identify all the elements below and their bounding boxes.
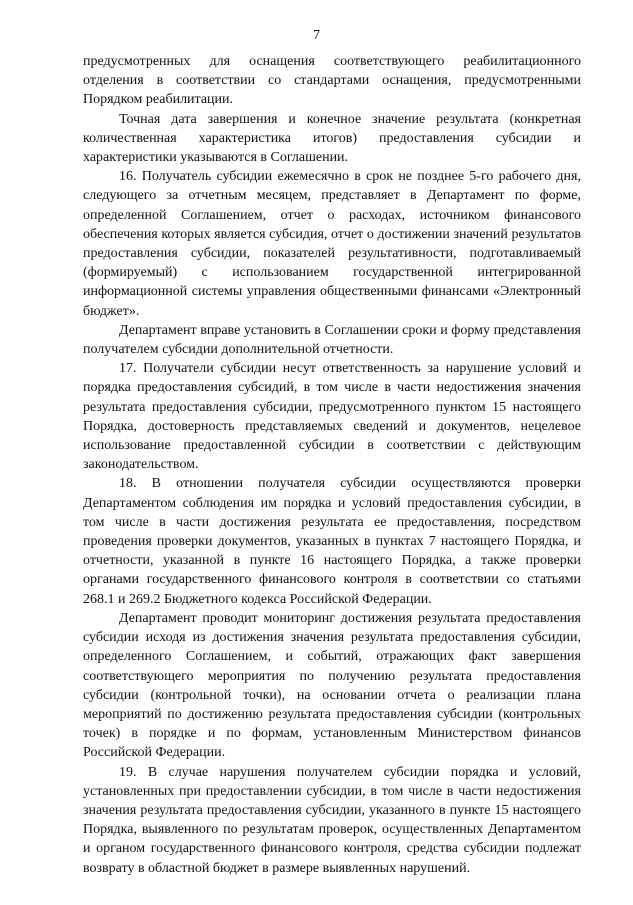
paragraph-additional-reporting: Департамент вправе установить в Соглашении сроки и форму представления получателем субсидии дополнительной отчетности.: [83, 322, 581, 358]
paragraph-monitoring: Департамент проводит мониторинг достижения результата предоставления субсидии исходя из достижения значения результата предоставления субсидии, определенного Соглашением, и событий, отражающих факт завершения соответствующего мероприятия по получению результата предоставления субсидии (контрольной точки), на основании отчета о реализации плана мероприятий по достижению результата предоставления субсидии (контрольных точек) в порядке и по формам, установленным Министерством финансов Российской Федерации.: [83, 610, 581, 761]
document-body: [83, 52, 581, 878]
paragraph-17: 17. Получатели субсидии несут ответственность за нарушение условий и порядка предоставления субсидий, в том числе в части недостижения значения результата предоставления субсидии, предусмотренного пунктом 15 настоящего Порядка, достоверность представляемых сведений и документов, нецелевое использование предоставленной субсидии в соответствии с действующим законодательством.: [83, 361, 581, 473]
paragraph-result-date: Точная дата завершения и конечное значение результата (конкретная количественная характеристика итогов) предоставления субсидии и характеристики указываются в Соглашении.: [83, 111, 581, 166]
paragraph-19: 19. В случае нарушения получателем субсидии порядка и условий, установленных при предоставлении субсидии, в том числе в части недостижения значения результата предоставления субсидии, указанного в пункте 15 настоящего Порядка, выявленного по результатам проверок, осуществленных Департаментом и органом государственного финансового контроля, средства субсидии подлежат возврату в областной бюджет в размере выявленных нарушений.: [83, 764, 581, 876]
paragraph-18: 18. В отношении получателя субсидии осуществляются проверки Департаментом соблюдения им порядка и условий предоставления субсидии, в том числе в части достижения результата ее предоставления, посредством проведения проверки документов, указанных в пунктах 7 настоящего Порядка, и отчетности, указанной в пункте 16 настоящего Порядка, а также проверки органами государственного финансового контроля в соответствии со статьями 268.1 и 269.2 Бюджетного кодекса Российской Федерации.: [83, 476, 581, 607]
paragraph-continuation: предусмотренных для оснащения соответствующего реабилитационного отделения в соответствии со стандартами оснащения, предусмотренными Порядком реабилитации.: [83, 54, 581, 108]
page-number: 7: [313, 28, 320, 43]
paragraph-16: 16. Получатель субсидии ежемесячно в срок не позднее 5-го рабочего дня, следующего за отчетным месяцем, представляет в Департамент по форме, определенной Соглашением, отчет о расходах, источником финансового обеспечения которых является субсидия, отчет о достижении значений результатов предоставления субсидии, показателей результативности, подготавливаемый (формируемый) с использованием государственной интегрированной информационной системы управления общественными финансами «Электронный бюджет».: [83, 169, 581, 319]
